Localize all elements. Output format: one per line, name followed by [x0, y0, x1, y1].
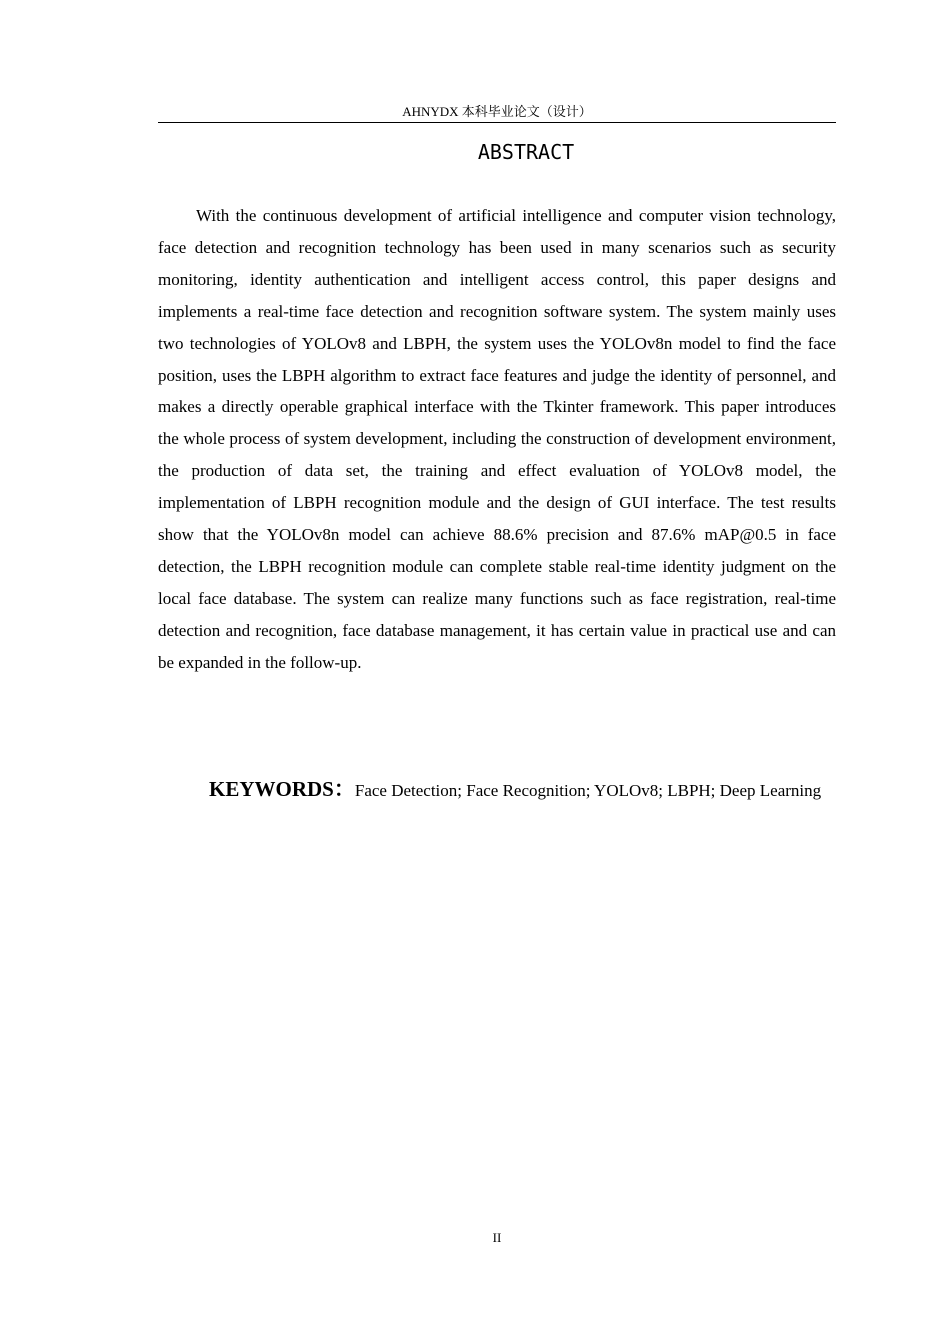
abstract-title: ABSTRACT	[477, 140, 575, 164]
abstract-body: With the continuous development of artificial intelligence and computer vision technology, face detection and recognition technology has been used in many scenarios such as security monitoring, identity authentication and intelligent access control, this paper designs and implements a real-time face detection and recognition software system. The system mainly uses two technologies of YOLOv8 and LBPH, the system uses the YOLOv8n model to find the face position, uses the LBPH algorithm to extract face features and judge the identity of personnel, and makes a directly operable graphical interface with the Tkinter framework. This paper introduces the whole process of system development, including the construction of development environment, the production of data set, the training and effect evaluation of YOLOv8 model, the implementation of LBPH recognition module and the design of GUI interface. The test results show that the YOLOv8n model can achieve 88.6% precision and 87.6% mAP@0.5 in face detection, the LBPH recognition module can complete stable real-time identity judgment on the local face database. The system can realize many functions such as face registration, real-time detection and recognition, face database management, it has certain value in practical use and can be expanded in the follow-up.	[158, 206, 836, 672]
running-header: AHNYDX 本科毕业论文（设计）	[402, 104, 592, 119]
header-rule	[158, 122, 836, 123]
page-number: II	[492, 1230, 502, 1245]
keywords-text: Face Detection; Face Recognition; YOLOv8; LBPH; Deep Learning	[354, 781, 822, 800]
keywords-paragraph	[158, 773, 836, 807]
keywords-label: KEYWORDS：	[209, 777, 355, 801]
